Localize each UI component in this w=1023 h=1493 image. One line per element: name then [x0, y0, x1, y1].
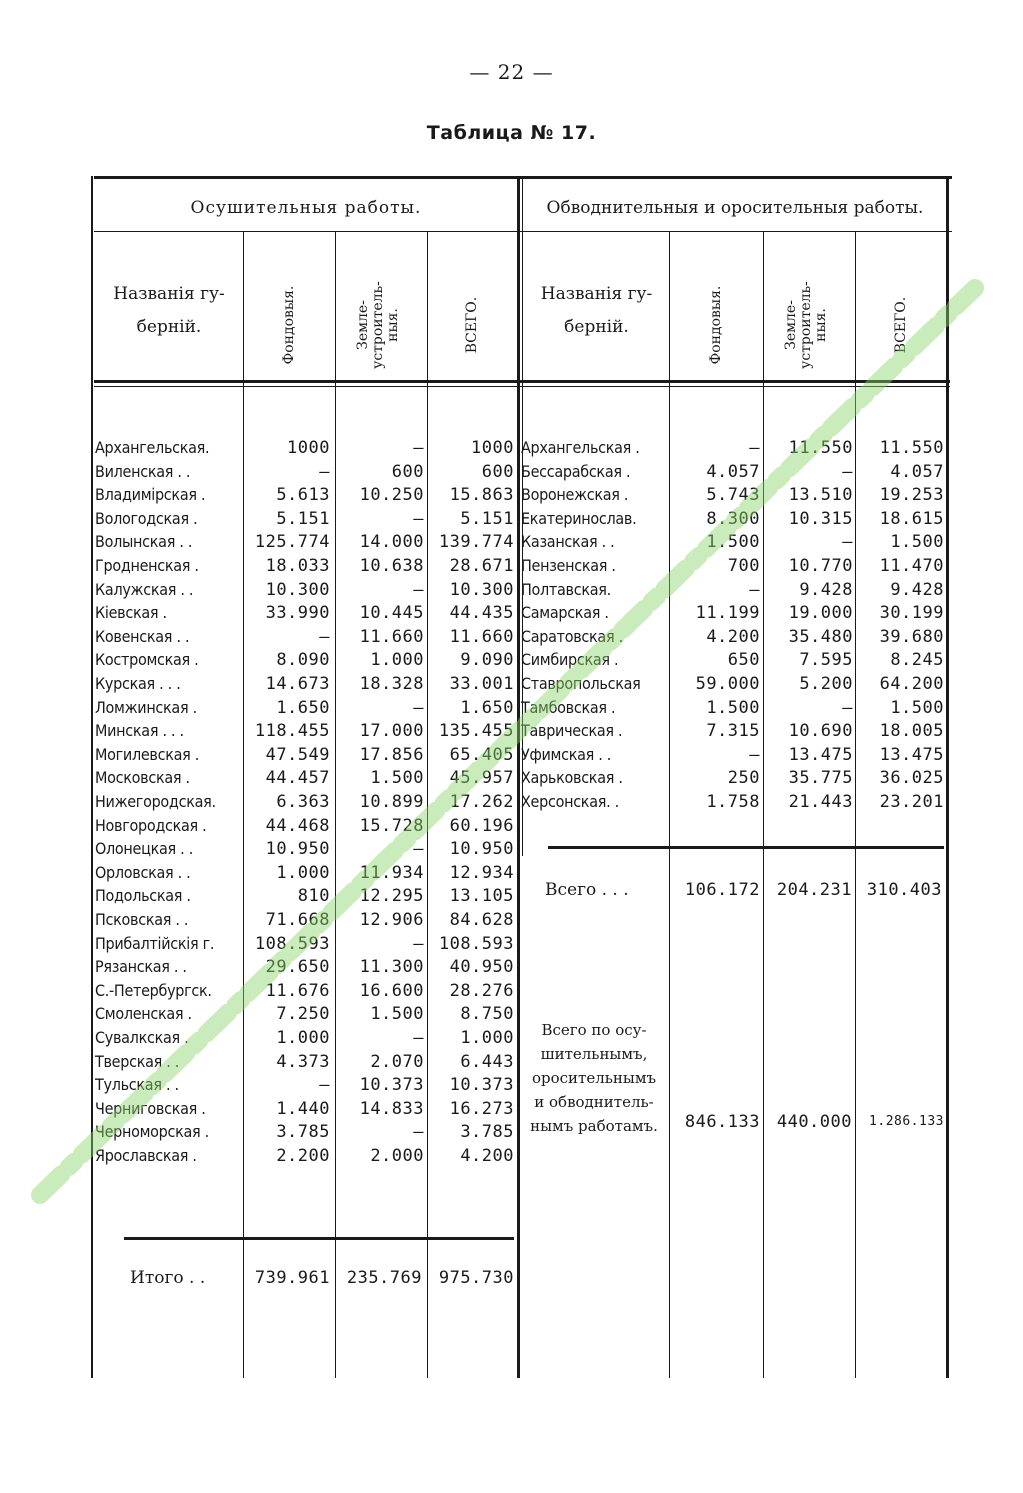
- itogo-total: 975.730: [438, 1268, 514, 1288]
- right-row-fond: —: [749, 744, 760, 765]
- left-row-zem: 10.250: [359, 485, 424, 506]
- left-row-fond: —: [319, 1075, 330, 1096]
- left-row-total: 8.750: [460, 1004, 514, 1025]
- left-row-total: 1.650: [460, 697, 514, 718]
- right-row-name: Ставропольская: [521, 674, 641, 693]
- left-row-zem: 10.373: [359, 1075, 424, 1096]
- right-row-fond: 11.199: [695, 603, 760, 624]
- right-row-fond: 4.200: [706, 626, 760, 647]
- left-row-name: Нижегородская.: [95, 792, 216, 811]
- left-row-fond: 5.151: [276, 508, 330, 529]
- left-row-zem: 17.856: [359, 744, 424, 765]
- left-row-zem: —: [413, 1122, 424, 1143]
- right-row-total: 4.057: [890, 461, 944, 482]
- left-row-fond: 14.673: [265, 674, 330, 694]
- left-row-zem: —: [413, 1028, 424, 1048]
- right-name-header-line-2: берній.: [564, 317, 629, 337]
- left-row-name: Смоленская .: [95, 1004, 192, 1024]
- left-row-fond: 8.090: [276, 650, 330, 671]
- left-header-total: ВСЕГО.: [464, 296, 480, 354]
- left-row-name: Ярославская .: [95, 1146, 197, 1165]
- left-row-total: 44.435: [449, 603, 514, 624]
- left-row-fond: 6.363: [276, 792, 330, 812]
- itogo-zem: 235.769: [346, 1268, 422, 1288]
- left-header-zem: Земле- устроитель- ныя.: [355, 281, 401, 369]
- right-row-zem: 35.480: [788, 626, 853, 647]
- right-header-total: ВСЕГО.: [893, 296, 909, 354]
- header-rule: [94, 231, 952, 232]
- left-row-zem: 10.445: [359, 603, 424, 624]
- right-row-fond: 1.758: [706, 792, 760, 812]
- vsego-rule: [548, 846, 944, 849]
- right-row-zem: —: [842, 461, 853, 482]
- right-row-total: 1.500: [890, 697, 944, 718]
- left-row-name: Тульская . .: [95, 1075, 179, 1095]
- right-row-name: Екатеринослав.: [521, 508, 637, 528]
- left-row-total: 3.785: [460, 1122, 514, 1143]
- left-row-zem: 2.070: [370, 1051, 424, 1072]
- itogo-rule: [124, 1237, 514, 1240]
- left-row-name: Кіевская .: [95, 603, 167, 623]
- left-row-fond: 1.000: [276, 1028, 330, 1048]
- right-row-name: Бессарабская .: [521, 461, 631, 481]
- right-row-name: Воронежская .: [521, 485, 629, 505]
- left-row-fond: 4.373: [276, 1051, 330, 1072]
- left-row-total: 28.671: [449, 556, 514, 576]
- left-row-name: Подольская .: [95, 886, 191, 906]
- left-row-total: 65.405: [449, 744, 514, 765]
- left-row-name: Курская . . .: [95, 674, 181, 693]
- left-row-zem: 12.906: [359, 910, 424, 930]
- table-top-rule: [94, 176, 952, 179]
- left-row-fond: —: [319, 626, 330, 647]
- right-row-total: 39.680: [879, 626, 944, 647]
- right-row-fond: 650: [727, 650, 760, 671]
- left-row-total: 139.774: [438, 532, 514, 553]
- left-row-total: 10.950: [449, 839, 514, 860]
- left-name-header: [96, 278, 242, 344]
- right-row-zem: 9.428: [799, 579, 853, 600]
- right-header-zem: Земле- устроитель- ныя.: [783, 281, 829, 369]
- left-row-name: Черниговская .: [95, 1098, 206, 1118]
- right-row-zem: —: [842, 697, 853, 718]
- left-row-total: 12.934: [449, 862, 514, 883]
- right-outer-border: [946, 176, 949, 1378]
- left-row-fond: 810: [297, 886, 330, 907]
- left-row-total: 33.001: [449, 674, 514, 694]
- itogo-label: Итого . .: [130, 1268, 206, 1288]
- grand-total-fond: 846.133: [684, 1112, 760, 1132]
- right-row-name: Харьковская .: [521, 768, 623, 788]
- right-row-total: 1.500: [890, 532, 944, 553]
- left-row-fond: —: [319, 461, 330, 482]
- left-row-total: 28.276: [449, 980, 514, 1001]
- left-row-total: 40.950: [449, 957, 514, 978]
- left-row-name: Московская .: [95, 768, 190, 788]
- right-row-total: 9.428: [890, 579, 944, 600]
- left-row-total: 84.628: [449, 910, 514, 930]
- right-row-zem: 5.200: [799, 674, 853, 694]
- right-row-name: Пензенская .: [521, 556, 616, 575]
- left-row-fond: 5.613: [276, 485, 330, 506]
- left-row-fond: 1000: [287, 438, 330, 458]
- left-row-total: 9.090: [460, 650, 514, 671]
- left-row-name: Черноморская .: [95, 1122, 209, 1142]
- left-section-title: Осушительныя работы.: [190, 198, 422, 218]
- right-row-zem: 7.595: [799, 650, 853, 671]
- left-row-fond: 7.250: [276, 1004, 330, 1025]
- left-row-zem: 10.899: [359, 792, 424, 812]
- right-row-fond: —: [749, 438, 760, 458]
- right-row-zem: 35.775: [788, 768, 853, 789]
- left-row-name: Могилевская .: [95, 744, 200, 764]
- left-row-zem: 2.000: [370, 1146, 424, 1166]
- right-row-zem: —: [842, 532, 853, 553]
- left-row-name: Вологодская .: [95, 508, 198, 528]
- left-row-zem: 15.728: [359, 815, 424, 836]
- left-row-zem: 600: [391, 461, 424, 482]
- left-row-name: Прибалтійскія г.: [95, 933, 215, 953]
- left-row-fond: 44.457: [265, 768, 330, 789]
- left-row-zem: 11.660: [359, 626, 424, 647]
- left-row-total: 1000: [471, 438, 514, 458]
- left-row-fond: 47.549: [265, 744, 330, 765]
- right-row-fond: 4.057: [706, 461, 760, 482]
- right-row-fond: 1.500: [706, 532, 760, 553]
- left-row-fond: 44.468: [265, 815, 330, 836]
- right-row-name: Архангельская .: [521, 438, 640, 457]
- right-row-zem: 13.510: [788, 485, 853, 506]
- right-row-fond: 5.743: [706, 485, 760, 506]
- right-row-total: 36.025: [879, 768, 944, 789]
- right-row-total: 8.245: [890, 650, 944, 671]
- left-row-name: Костромская .: [95, 650, 199, 670]
- right-name-header: [524, 278, 669, 344]
- right-row-fond: 250: [727, 768, 760, 789]
- right-row-name: Полтавская.: [521, 579, 611, 599]
- left-row-fond: 33.990: [265, 603, 330, 624]
- left-row-zem: —: [413, 839, 424, 860]
- left-name-header-line-2: берній.: [136, 317, 202, 337]
- left-row-fond: 1.440: [276, 1098, 330, 1119]
- right-row-zem: 10.690: [788, 721, 853, 742]
- left-row-total: 45.957: [449, 768, 514, 789]
- left-row-total: 108.593: [438, 933, 514, 954]
- left-row-zem: 17.000: [359, 721, 424, 742]
- vsego-total: 310.403: [866, 880, 942, 900]
- left-row-fond: 10.300: [265, 579, 330, 600]
- right-name-header-line-1: Названія гу-: [540, 284, 653, 304]
- left-row-name: Владимірская .: [95, 485, 206, 505]
- left-row-zem: —: [413, 697, 424, 718]
- right-row-fond: 1.500: [706, 697, 760, 718]
- left-row-total: 10.300: [449, 579, 514, 600]
- grand-total-label: Всего по осу- шительнымъ, оросительнымъ и обводнитель- нымъ работамъ.: [530, 1021, 658, 1135]
- right-row-fond: 8.300: [706, 508, 760, 529]
- left-row-fond: 125.774: [254, 532, 330, 553]
- left-row-total: 13.105: [449, 886, 514, 907]
- right-row-name: Самарская .: [521, 603, 609, 623]
- left-row-name: Сувалкская .: [95, 1028, 189, 1047]
- right-row-zem: 10.770: [788, 556, 853, 576]
- left-row-fond: 3.785: [276, 1122, 330, 1143]
- left-row-zem: 18.328: [359, 674, 424, 694]
- right-row-zem: 11.550: [788, 438, 853, 458]
- right-section-title: Обводнительныя и оросительныя работы.: [546, 198, 924, 218]
- right-row-total: 11.550: [879, 438, 944, 458]
- left-row-name: Олонецкая . .: [95, 839, 193, 859]
- left-row-zem: 14.000: [359, 532, 424, 553]
- left-row-total: 5.151: [460, 508, 514, 529]
- left-row-total: 16.273: [449, 1098, 514, 1119]
- vsego-fond: 106.172: [684, 880, 760, 900]
- left-row-zem: 11.300: [359, 957, 424, 978]
- left-row-fond: 108.593: [254, 933, 330, 954]
- vsego-zem: 204.231: [776, 880, 852, 900]
- right-row-total: 18.005: [879, 721, 944, 742]
- right-row-name: Саратовская .: [521, 626, 623, 646]
- left-row-zem: 1.500: [370, 1004, 424, 1025]
- right-row-name: Симбирская .: [521, 650, 619, 670]
- left-row-total: 10.373: [449, 1075, 514, 1096]
- right-row-total: 18.615: [879, 508, 944, 529]
- left-row-total: 15.863: [449, 485, 514, 506]
- left-row-zem: —: [413, 933, 424, 954]
- right-row-fond: —: [749, 579, 760, 600]
- right-row-name: Таврическая .: [521, 721, 623, 741]
- left-outer-border: [91, 176, 93, 1378]
- left-header-fond: Фондовыя.: [281, 285, 297, 365]
- right-row-zem: 13.475: [788, 744, 853, 765]
- right-row-total: 30.199: [879, 603, 944, 624]
- right-row-zem: 10.315: [788, 508, 853, 529]
- right-row-fond: 700: [727, 556, 760, 576]
- left-row-name: Волынская . .: [95, 532, 193, 552]
- left-row-fond: 29.650: [265, 957, 330, 978]
- left-row-zem: 12.295: [359, 886, 424, 907]
- left-row-fond: 11.676: [265, 980, 330, 1001]
- grand-total-zem: 440.000: [776, 1112, 852, 1132]
- left-row-total: 1.000: [460, 1028, 514, 1048]
- left-row-name: Виленская . .: [95, 461, 191, 481]
- left-row-name: Минская . . .: [95, 721, 184, 741]
- left-row-zem: 1.000: [370, 650, 424, 671]
- right-row-total: 19.253: [879, 485, 944, 506]
- grand-total-total: 1.286.133: [869, 1114, 944, 1129]
- left-row-zem: 1.500: [370, 768, 424, 789]
- left-row-fond: 2.200: [276, 1146, 330, 1166]
- right-row-total: 11.470: [879, 556, 944, 576]
- left-row-total: 135.455: [438, 721, 514, 742]
- left-row-name: Ковенская . .: [95, 626, 190, 646]
- left-row-name: Ломжинская .: [95, 697, 197, 717]
- left-row-name: Тверская . .: [95, 1051, 180, 1071]
- right-row-fond: 59.000: [695, 674, 760, 694]
- left-row-total: 11.660: [449, 626, 514, 647]
- left-row-fond: 1.650: [276, 697, 330, 718]
- left-row-name: Гродненская .: [95, 556, 199, 575]
- right-row-total: 13.475: [879, 744, 944, 765]
- left-row-zem: 11.934: [359, 862, 424, 883]
- right-row-total: 23.201: [879, 792, 944, 812]
- left-row-zem: —: [413, 579, 424, 600]
- left-name-header-line-1: Названія гу-: [113, 284, 225, 304]
- right-row-name: Херсонская. .: [521, 792, 619, 811]
- left-row-fond: 10.950: [265, 839, 330, 860]
- left-row-total: 600: [481, 461, 514, 482]
- right-row-name: Тамбовская .: [521, 697, 616, 717]
- left-row-total: 17.262: [449, 792, 514, 812]
- left-row-fond: 118.455: [254, 721, 330, 742]
- left-row-name: Новгородская .: [95, 815, 207, 835]
- left-row-zem: —: [413, 438, 424, 458]
- left-row-name: С.-Петербургск.: [95, 980, 212, 1000]
- left-row-total: 4.200: [460, 1146, 514, 1166]
- right-row-total: 64.200: [879, 674, 944, 694]
- left-row-total: 6.443: [460, 1051, 514, 1072]
- left-row-name: Рязанская . .: [95, 957, 187, 977]
- left-row-name: Орловская . .: [95, 862, 191, 882]
- right-row-name: Казанская . .: [521, 532, 615, 552]
- left-row-fond: 18.033: [265, 556, 330, 576]
- center-divider: [517, 176, 520, 1378]
- right-row-zem: 21.443: [788, 792, 853, 812]
- left-row-zem: 10.638: [359, 556, 424, 576]
- vsego-label: Всего . . .: [545, 880, 629, 900]
- right-row-name: Уфимская . .: [521, 744, 612, 764]
- table-title: Таблица № 17.: [426, 122, 597, 144]
- right-row-zem: 19.000: [788, 603, 853, 624]
- itogo-fond: 739.961: [254, 1268, 330, 1288]
- page-number: — 22 —: [469, 60, 554, 84]
- left-row-total: 60.196: [449, 815, 514, 836]
- right-row-fond: 7.315: [706, 721, 760, 742]
- left-row-zem: 14.833: [359, 1098, 424, 1119]
- right-header-fond: Фондовыя.: [708, 285, 724, 365]
- left-row-zem: 16.600: [359, 980, 424, 1001]
- left-row-fond: 71.668: [265, 910, 330, 930]
- left-row-name: Псковская . .: [95, 910, 189, 929]
- left-row-zem: —: [413, 508, 424, 529]
- left-row-name: Архангельская.: [95, 438, 210, 457]
- left-row-name: Калужская . .: [95, 579, 194, 599]
- left-row-fond: 1.000: [276, 862, 330, 883]
